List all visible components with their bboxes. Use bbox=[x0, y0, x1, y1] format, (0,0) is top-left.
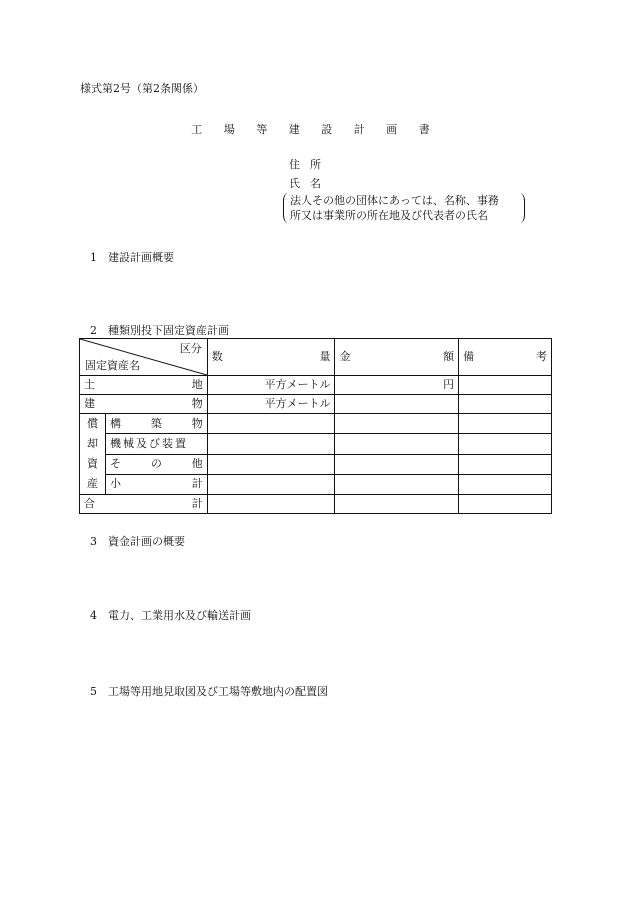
quantity-cell bbox=[207, 434, 335, 454]
header-char: 量 bbox=[319, 350, 331, 363]
row-label-other bbox=[105, 454, 207, 474]
applicant-note-bracket bbox=[283, 193, 525, 223]
row-char: 小 bbox=[109, 477, 121, 491]
unit-yen: 円 bbox=[335, 376, 459, 395]
left-bracket bbox=[283, 193, 290, 223]
header-quantity bbox=[207, 339, 335, 376]
name-row bbox=[289, 175, 331, 191]
table-row-subtotal bbox=[80, 474, 552, 494]
unit-sqm: 平方メートル bbox=[207, 395, 335, 414]
row-char: 他 bbox=[191, 457, 203, 471]
header-char: 金 bbox=[339, 350, 351, 363]
section-number: 5 bbox=[90, 685, 97, 698]
fixed-asset-table bbox=[79, 338, 552, 514]
row-char: 計 bbox=[191, 497, 203, 510]
section-title: 種類別投下固定資産計画 bbox=[108, 324, 229, 337]
note-line: 所又は事業所の所在地及び代表者の氏名 bbox=[290, 209, 488, 222]
section-1 bbox=[90, 249, 174, 265]
quantity-cell bbox=[207, 454, 335, 474]
corner-bottom-label: 固定資産名 bbox=[85, 359, 140, 372]
amount-cell bbox=[335, 474, 459, 494]
vertical-char: 償 bbox=[86, 417, 98, 430]
table-header-row bbox=[80, 339, 552, 376]
header-remarks bbox=[459, 339, 552, 376]
remarks-cell bbox=[459, 474, 552, 494]
vertical-char: 却 bbox=[86, 437, 98, 450]
section-number: 3 bbox=[90, 535, 97, 548]
header-char: 額 bbox=[443, 350, 455, 363]
section-2 bbox=[90, 322, 229, 338]
address-row bbox=[289, 156, 331, 172]
depreciable-assets-label bbox=[80, 414, 106, 495]
table-row-land bbox=[80, 376, 552, 395]
row-char: そ bbox=[109, 457, 121, 471]
header-char: 備 bbox=[463, 350, 475, 363]
remarks-cell bbox=[459, 376, 552, 395]
row-label-building bbox=[80, 395, 208, 414]
row-label-subtotal bbox=[105, 474, 207, 494]
header-char: 考 bbox=[536, 350, 547, 363]
row-char: 計 bbox=[191, 477, 203, 491]
note-line: 法人その他の団体にあっては、名称、事務 bbox=[290, 194, 499, 207]
remarks-cell bbox=[459, 395, 552, 414]
remarks-cell bbox=[459, 434, 552, 454]
unit-sqm: 平方メートル bbox=[207, 376, 335, 395]
quantity-cell bbox=[207, 474, 335, 494]
name-label: 氏名 bbox=[289, 177, 331, 190]
section-title: 資金計画の概要 bbox=[108, 535, 185, 548]
quantity-cell bbox=[207, 414, 335, 434]
right-bracket bbox=[518, 193, 525, 223]
table-row-total bbox=[80, 495, 552, 514]
form-number: 様式第2号（第2条関係） bbox=[80, 82, 204, 95]
amount-cell bbox=[335, 434, 459, 454]
section-5 bbox=[90, 683, 328, 699]
table-row-other bbox=[80, 454, 552, 474]
remarks-cell bbox=[459, 495, 552, 514]
row-label-total bbox=[80, 495, 208, 514]
amount-cell bbox=[335, 454, 459, 474]
row-char: 建 bbox=[84, 397, 95, 410]
section-title: 工場等用地見取図及び工場等敷地内の配置図 bbox=[108, 685, 328, 698]
row-label-land bbox=[80, 376, 208, 395]
row-char: 構 bbox=[109, 416, 121, 430]
vertical-char: 資 bbox=[86, 457, 98, 470]
section-number: 2 bbox=[90, 324, 97, 337]
section-title: 建設計画概要 bbox=[108, 251, 174, 264]
row-char: 地 bbox=[191, 378, 203, 391]
header-amount bbox=[335, 339, 459, 376]
remarks-cell bbox=[459, 414, 552, 434]
address-label: 住所 bbox=[289, 158, 331, 171]
table-row-structure bbox=[80, 414, 552, 434]
corner-header bbox=[80, 339, 208, 376]
row-label-machinery: 機械及び装置 bbox=[105, 434, 207, 454]
quantity-cell bbox=[207, 495, 335, 514]
section-number: 4 bbox=[90, 609, 97, 622]
corner-top-label: 区分 bbox=[179, 342, 202, 355]
amount-cell bbox=[335, 495, 459, 514]
header-char: 数 bbox=[211, 350, 223, 363]
row-char: 合 bbox=[84, 497, 95, 510]
document-title: 工 場 等 建 設 計 画 書 bbox=[191, 123, 439, 136]
row-char: 物 bbox=[191, 397, 203, 410]
table-row-machinery bbox=[80, 434, 552, 454]
applicant-note bbox=[290, 193, 499, 223]
amount-cell bbox=[335, 414, 459, 434]
section-title: 電力、工業用水及び輸送計画 bbox=[108, 609, 251, 622]
table-row-building bbox=[80, 395, 552, 414]
row-char: 物 bbox=[191, 416, 203, 430]
amount-cell bbox=[335, 395, 459, 414]
row-char: の bbox=[150, 457, 162, 471]
section-4 bbox=[90, 607, 251, 623]
row-char: 築 bbox=[150, 416, 162, 430]
section-number: 1 bbox=[90, 251, 97, 264]
section-3 bbox=[90, 533, 185, 549]
vertical-char: 産 bbox=[86, 477, 98, 490]
row-label-structure bbox=[105, 414, 207, 434]
row-char: 土 bbox=[84, 378, 95, 391]
remarks-cell bbox=[459, 454, 552, 474]
